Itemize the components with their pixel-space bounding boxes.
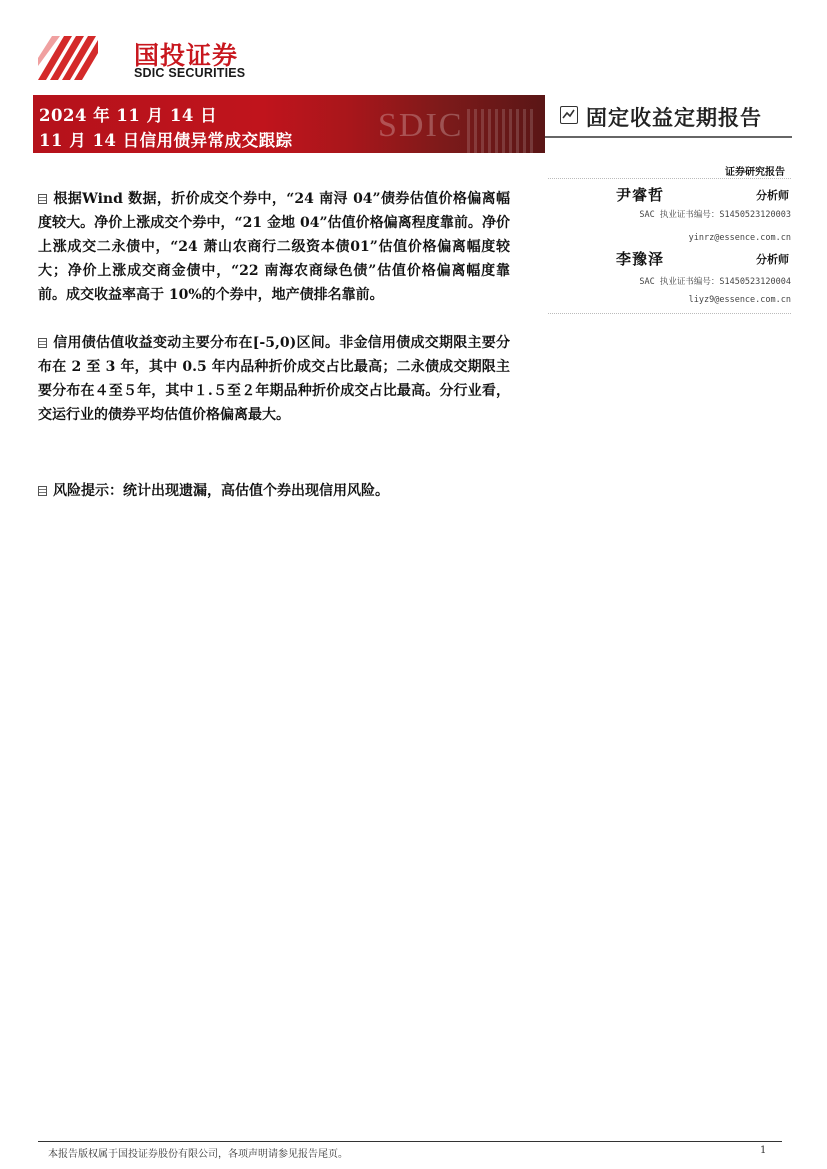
analyst-role: 分析师 (756, 189, 789, 202)
logo-stripes-icon (38, 36, 98, 80)
chart-icon (560, 106, 578, 124)
analyst-cert: SAC 执业证书编号：S1450523120004 (639, 277, 791, 287)
analyst-cert: SAC 执业证书编号：S1450523120003 (639, 210, 791, 220)
summary-paragraph: 信用债估值收益变动主要分布在[-5,0)区间。非金信用债成交期限主要分布在 2 至 3 年，其中 0.5 年内品种折价成交占比最高；二永债成交期限主要分布在４至５年，其中１.５至２年期品种折价成交占比最高。分行业看，交运行业的债券平均估值价格偏离最大。 (38, 335, 510, 423)
banner-watermark: SDIC (378, 107, 464, 144)
page-number: 1 (760, 1145, 767, 1156)
report-date: 2024 年 11 月 14 日 (39, 106, 218, 125)
risk-warning: 风险提示：统计出现遗漏，高估值个券出现信用风险。 (38, 479, 510, 503)
dotted-divider (548, 178, 791, 179)
bullet-icon (38, 486, 47, 496)
report-title: 11 月 14 日信用债异常成交跟踪 (39, 131, 293, 150)
logo-name-cn: 国投证券 (134, 41, 239, 70)
report-type (560, 100, 792, 134)
analyst-email[interactable]: liyz9@essence.com.cn (688, 295, 791, 305)
dotted-divider (548, 313, 791, 314)
summary-paragraph: 根据Wind 数据，折价成交个券中，“24 南浔 04”债券估值价格偏离幅度较大。净价上涨成交个券中，“21 金地 04”估值价格偏离程度靠前。净价上涨成交二永债中，“24 萧山农商行二级资本债01”估值价格偏离幅度较大；净价上涨成交商金债中，“22 南海农商绿色债”估值价格偏离幅度靠前。成交收益率高于 10%的个券中，地产债排名靠前。 (38, 191, 510, 303)
footer-disclaimer: 本报告版权属于国投证券股份有限公司，各项声明请参见报告尾页。 (48, 1149, 348, 1160)
building-graphic (467, 109, 537, 153)
footer-divider (38, 1141, 782, 1142)
bullet-icon (38, 338, 47, 348)
logo-name-en: SDIC SECURITIES (134, 66, 246, 80)
bullet-icon (38, 194, 47, 204)
company-logo (38, 36, 268, 86)
analyst-name: 李豫泽 (616, 250, 665, 268)
report-category: 证券研究报告 (725, 167, 785, 178)
title-banner (33, 95, 545, 153)
report-type-label: 固定收益定期报告 (586, 106, 762, 130)
analyst-email[interactable]: yinrz@essence.com.cn (688, 233, 791, 243)
analyst-name: 尹睿哲 (616, 186, 665, 204)
header-divider (545, 136, 792, 138)
analyst-role: 分析师 (756, 253, 789, 266)
